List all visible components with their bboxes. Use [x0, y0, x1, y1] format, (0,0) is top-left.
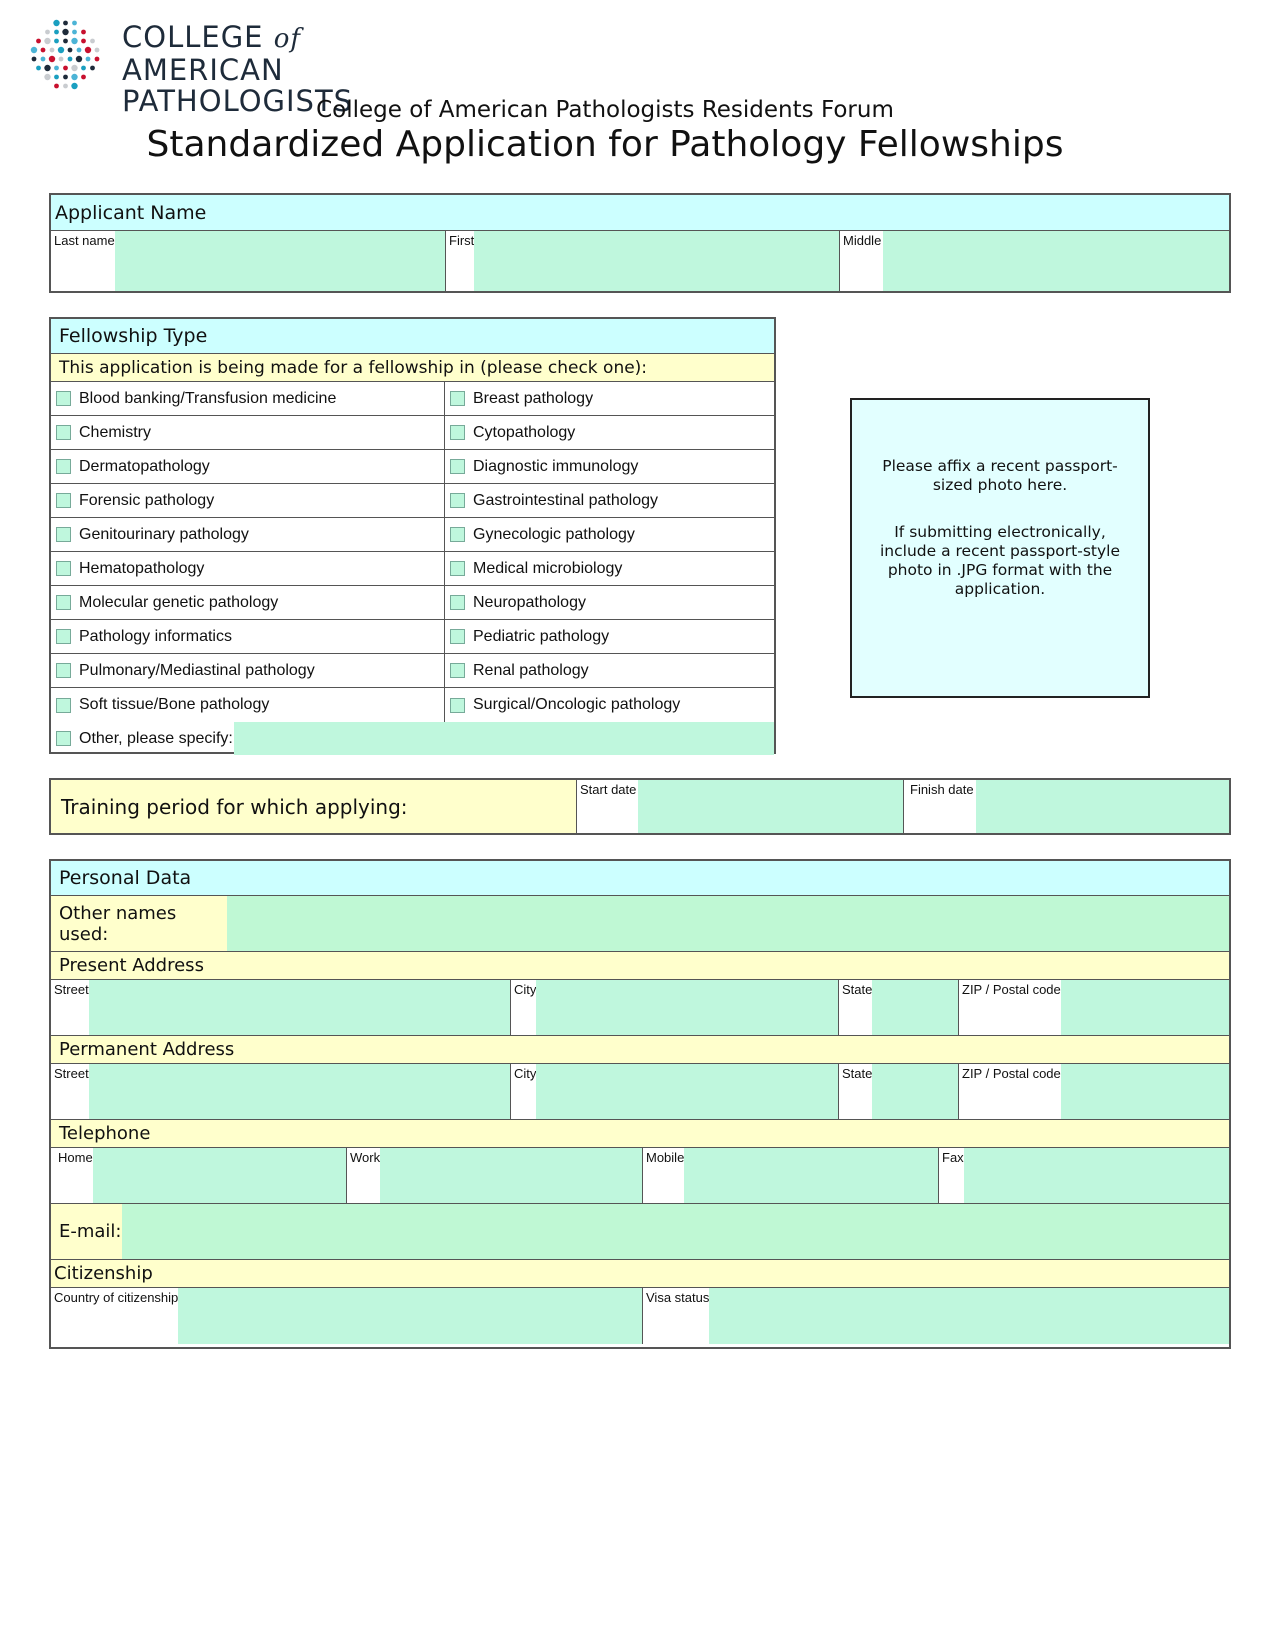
other-checkbox[interactable] [56, 731, 71, 746]
fellowship-checkbox[interactable] [56, 391, 71, 406]
citizenship-heading: Citizenship [51, 1260, 1229, 1288]
present-state-label: State [842, 982, 873, 997]
permanent-zip-field[interactable] [1061, 1064, 1229, 1119]
fellowship-option-label: Molecular genetic pathology [79, 593, 279, 611]
mobile-phone-field[interactable] [684, 1148, 938, 1203]
applicant-name-section [49, 193, 1231, 293]
fellowship-option[interactable] [51, 586, 445, 619]
first-name-label: First [449, 233, 475, 248]
fellowship-option-row [51, 688, 774, 722]
middle-name-label: Middle [843, 233, 882, 248]
mobile-phone-label: Mobile [646, 1150, 685, 1165]
fellowship-checkbox[interactable] [56, 459, 71, 474]
fax-field[interactable] [964, 1148, 1229, 1203]
fellowship-option[interactable] [445, 518, 774, 551]
fellowship-option-label: Gastrointestinal pathology [473, 491, 658, 509]
fellowship-option-label: Forensic pathology [79, 491, 215, 509]
fellowship-option-label: Dermatopathology [79, 457, 210, 475]
work-phone-field[interactable] [380, 1148, 642, 1203]
present-address-heading: Present Address [51, 952, 1229, 980]
home-phone-field[interactable] [93, 1148, 346, 1203]
other-label: Other, please specify: [79, 729, 233, 747]
fellowship-option-row [51, 654, 774, 688]
fellowship-checkbox[interactable] [56, 663, 71, 678]
permanent-state-field[interactable] [872, 1064, 958, 1119]
fellowship-option[interactable] [445, 688, 774, 722]
fellowship-option[interactable] [51, 450, 445, 483]
fellowship-option-row [51, 382, 774, 416]
permanent-street-label: Street [54, 1066, 89, 1081]
fellowship-checkbox[interactable] [450, 663, 465, 678]
fellowship-checkbox[interactable] [450, 459, 465, 474]
fellowship-option[interactable] [445, 620, 774, 653]
present-state-field[interactable] [872, 980, 958, 1035]
fellowship-option-row [51, 586, 774, 620]
present-zip-field[interactable] [1061, 980, 1229, 1035]
fellowship-option[interactable] [51, 688, 445, 722]
fellowship-option-label: Cytopathology [473, 423, 576, 441]
start-date-label: Start date [580, 782, 637, 797]
fellowship-option-label: Renal pathology [473, 661, 589, 679]
fellowship-option-label: Neuropathology [473, 593, 586, 611]
form-title: Standardized Application for Pathology Fellowships [146, 124, 1064, 165]
fellowship-option-label: Soft tissue/Bone pathology [79, 696, 270, 713]
last-name-label: Last name [54, 233, 115, 248]
email-field[interactable] [122, 1204, 1229, 1259]
last-name-field[interactable] [115, 231, 445, 291]
training-period-section [49, 778, 1231, 835]
fellowship-option-row [51, 518, 774, 552]
present-city-field[interactable] [536, 980, 838, 1035]
fellowship-checkbox[interactable] [450, 493, 465, 508]
finish-date-field[interactable] [976, 780, 1229, 833]
fellowship-option-label: Chemistry [79, 423, 152, 441]
photo-box[interactable] [850, 398, 1150, 698]
finish-date-label: Finish date [910, 782, 974, 797]
training-period-label: Training period for which applying: [61, 794, 408, 819]
fellowship-type-section [49, 317, 776, 754]
section-heading: Applicant Name [51, 195, 1229, 231]
fellowship-option[interactable] [51, 416, 445, 449]
fellowship-checkbox[interactable] [450, 425, 465, 440]
section-heading: Fellowship Type [51, 319, 774, 354]
fellowship-checkbox[interactable] [56, 629, 71, 644]
telephone-heading: Telephone [51, 1120, 1229, 1148]
work-phone-label: Work [350, 1150, 381, 1165]
fellowship-option[interactable] [445, 552, 774, 585]
other-specify-field[interactable] [234, 722, 774, 755]
fellowship-checkbox[interactable] [56, 698, 71, 713]
country-field[interactable] [178, 1288, 642, 1344]
fellowship-option-label: Hematopathology [79, 559, 205, 577]
other-names-label: Other names used: [59, 902, 177, 945]
permanent-address-heading: Permanent Address [51, 1036, 1229, 1064]
country-label: Country of citizenship [54, 1290, 179, 1305]
fellowship-option[interactable] [51, 654, 445, 687]
cap-logo [30, 18, 470, 118]
permanent-city-label: City [514, 1066, 537, 1081]
fellowship-checkbox[interactable] [56, 425, 71, 440]
fellowship-checkbox[interactable] [450, 629, 465, 644]
permanent-street-field[interactable] [89, 1064, 510, 1119]
photo-electronic-note: If submitting electronically, include a recent passport-style photo in .JPG format with the application. [880, 523, 1120, 598]
fellowship-option-label: Medical microbiology [473, 559, 623, 577]
fellowship-option-label: Genitourinary pathology [79, 525, 249, 543]
fellowship-option-row [51, 484, 774, 518]
fellowship-option-label: Blood banking/Transfusion medicine [79, 389, 337, 407]
fellowship-checkbox[interactable] [450, 698, 465, 713]
fellowship-option-label: Pulmonary/Mediastinal pathology [79, 661, 315, 679]
fellowship-option[interactable] [445, 484, 774, 517]
fellowship-option-label: Diagnostic immunology [473, 457, 639, 475]
fellowship-checkbox[interactable] [450, 595, 465, 610]
fellowship-instruction: This application is being made for a fellowship in (please check one): [51, 354, 774, 382]
fellowship-checkbox[interactable] [450, 527, 465, 542]
fellowship-option[interactable] [51, 382, 445, 415]
fellowship-option[interactable] [51, 484, 445, 517]
fellowship-option-row [51, 416, 774, 450]
start-date-field[interactable] [638, 780, 903, 833]
permanent-city-field[interactable] [536, 1064, 838, 1119]
fellowship-option[interactable] [445, 416, 774, 449]
fellowship-option-label: Surgical/Oncologic pathology [473, 696, 681, 713]
fellowship-option-row [51, 450, 774, 484]
visa-label: Visa status [646, 1290, 710, 1305]
fellowship-checkbox[interactable] [450, 391, 465, 406]
photo-instruction: Please affix a recent passport-sized photo here. [882, 457, 1118, 494]
cap-logo-mark-icon [30, 18, 110, 94]
permanent-state-label: State [842, 1066, 873, 1081]
fellowship-option[interactable] [445, 654, 774, 687]
visa-status-field[interactable] [709, 1288, 1229, 1344]
fellowship-option[interactable] [51, 552, 445, 585]
personal-data-section [49, 859, 1231, 1349]
middle-name-field[interactable] [883, 231, 1229, 291]
fellowship-checkbox[interactable] [450, 561, 465, 576]
fellowship-option-row [51, 620, 774, 654]
first-name-field[interactable] [474, 231, 839, 291]
present-zip-label: ZIP / Postal code [962, 982, 1061, 997]
permanent-zip-label: ZIP / Postal code [962, 1066, 1061, 1081]
fellowship-option-label: Breast pathology [473, 389, 594, 407]
present-street-label: Street [54, 982, 89, 997]
present-city-label: City [514, 982, 537, 997]
home-phone-label: Home [58, 1150, 93, 1165]
fellowship-checkbox[interactable] [56, 527, 71, 542]
fellowship-checkbox[interactable] [56, 595, 71, 610]
logo-wordmark: COLLEGE of AMERICAN PATHOLOGISTS [122, 20, 354, 118]
fellowship-option-row [51, 552, 774, 586]
fellowship-option[interactable] [445, 382, 774, 415]
fellowship-option-label: Pathology informatics [79, 627, 232, 645]
other-names-field[interactable] [227, 896, 1229, 951]
present-street-field[interactable] [89, 980, 510, 1035]
fellowship-option[interactable] [445, 586, 774, 619]
email-label: E-mail: [59, 1221, 122, 1242]
form-subtitle: College of American Pathologists Residents Forum [316, 97, 894, 123]
section-heading: Personal Data [51, 861, 1229, 896]
fellowship-option-label: Pediatric pathology [473, 627, 610, 645]
fellowship-checkbox[interactable] [56, 493, 71, 508]
fellowship-option-label: Gynecologic pathology [473, 525, 635, 543]
fellowship-option[interactable] [51, 518, 445, 551]
fellowship-checkbox[interactable] [56, 561, 71, 576]
fellowship-option[interactable] [51, 620, 445, 653]
fellowship-option[interactable] [445, 450, 774, 483]
fax-label: Fax [942, 1150, 964, 1165]
